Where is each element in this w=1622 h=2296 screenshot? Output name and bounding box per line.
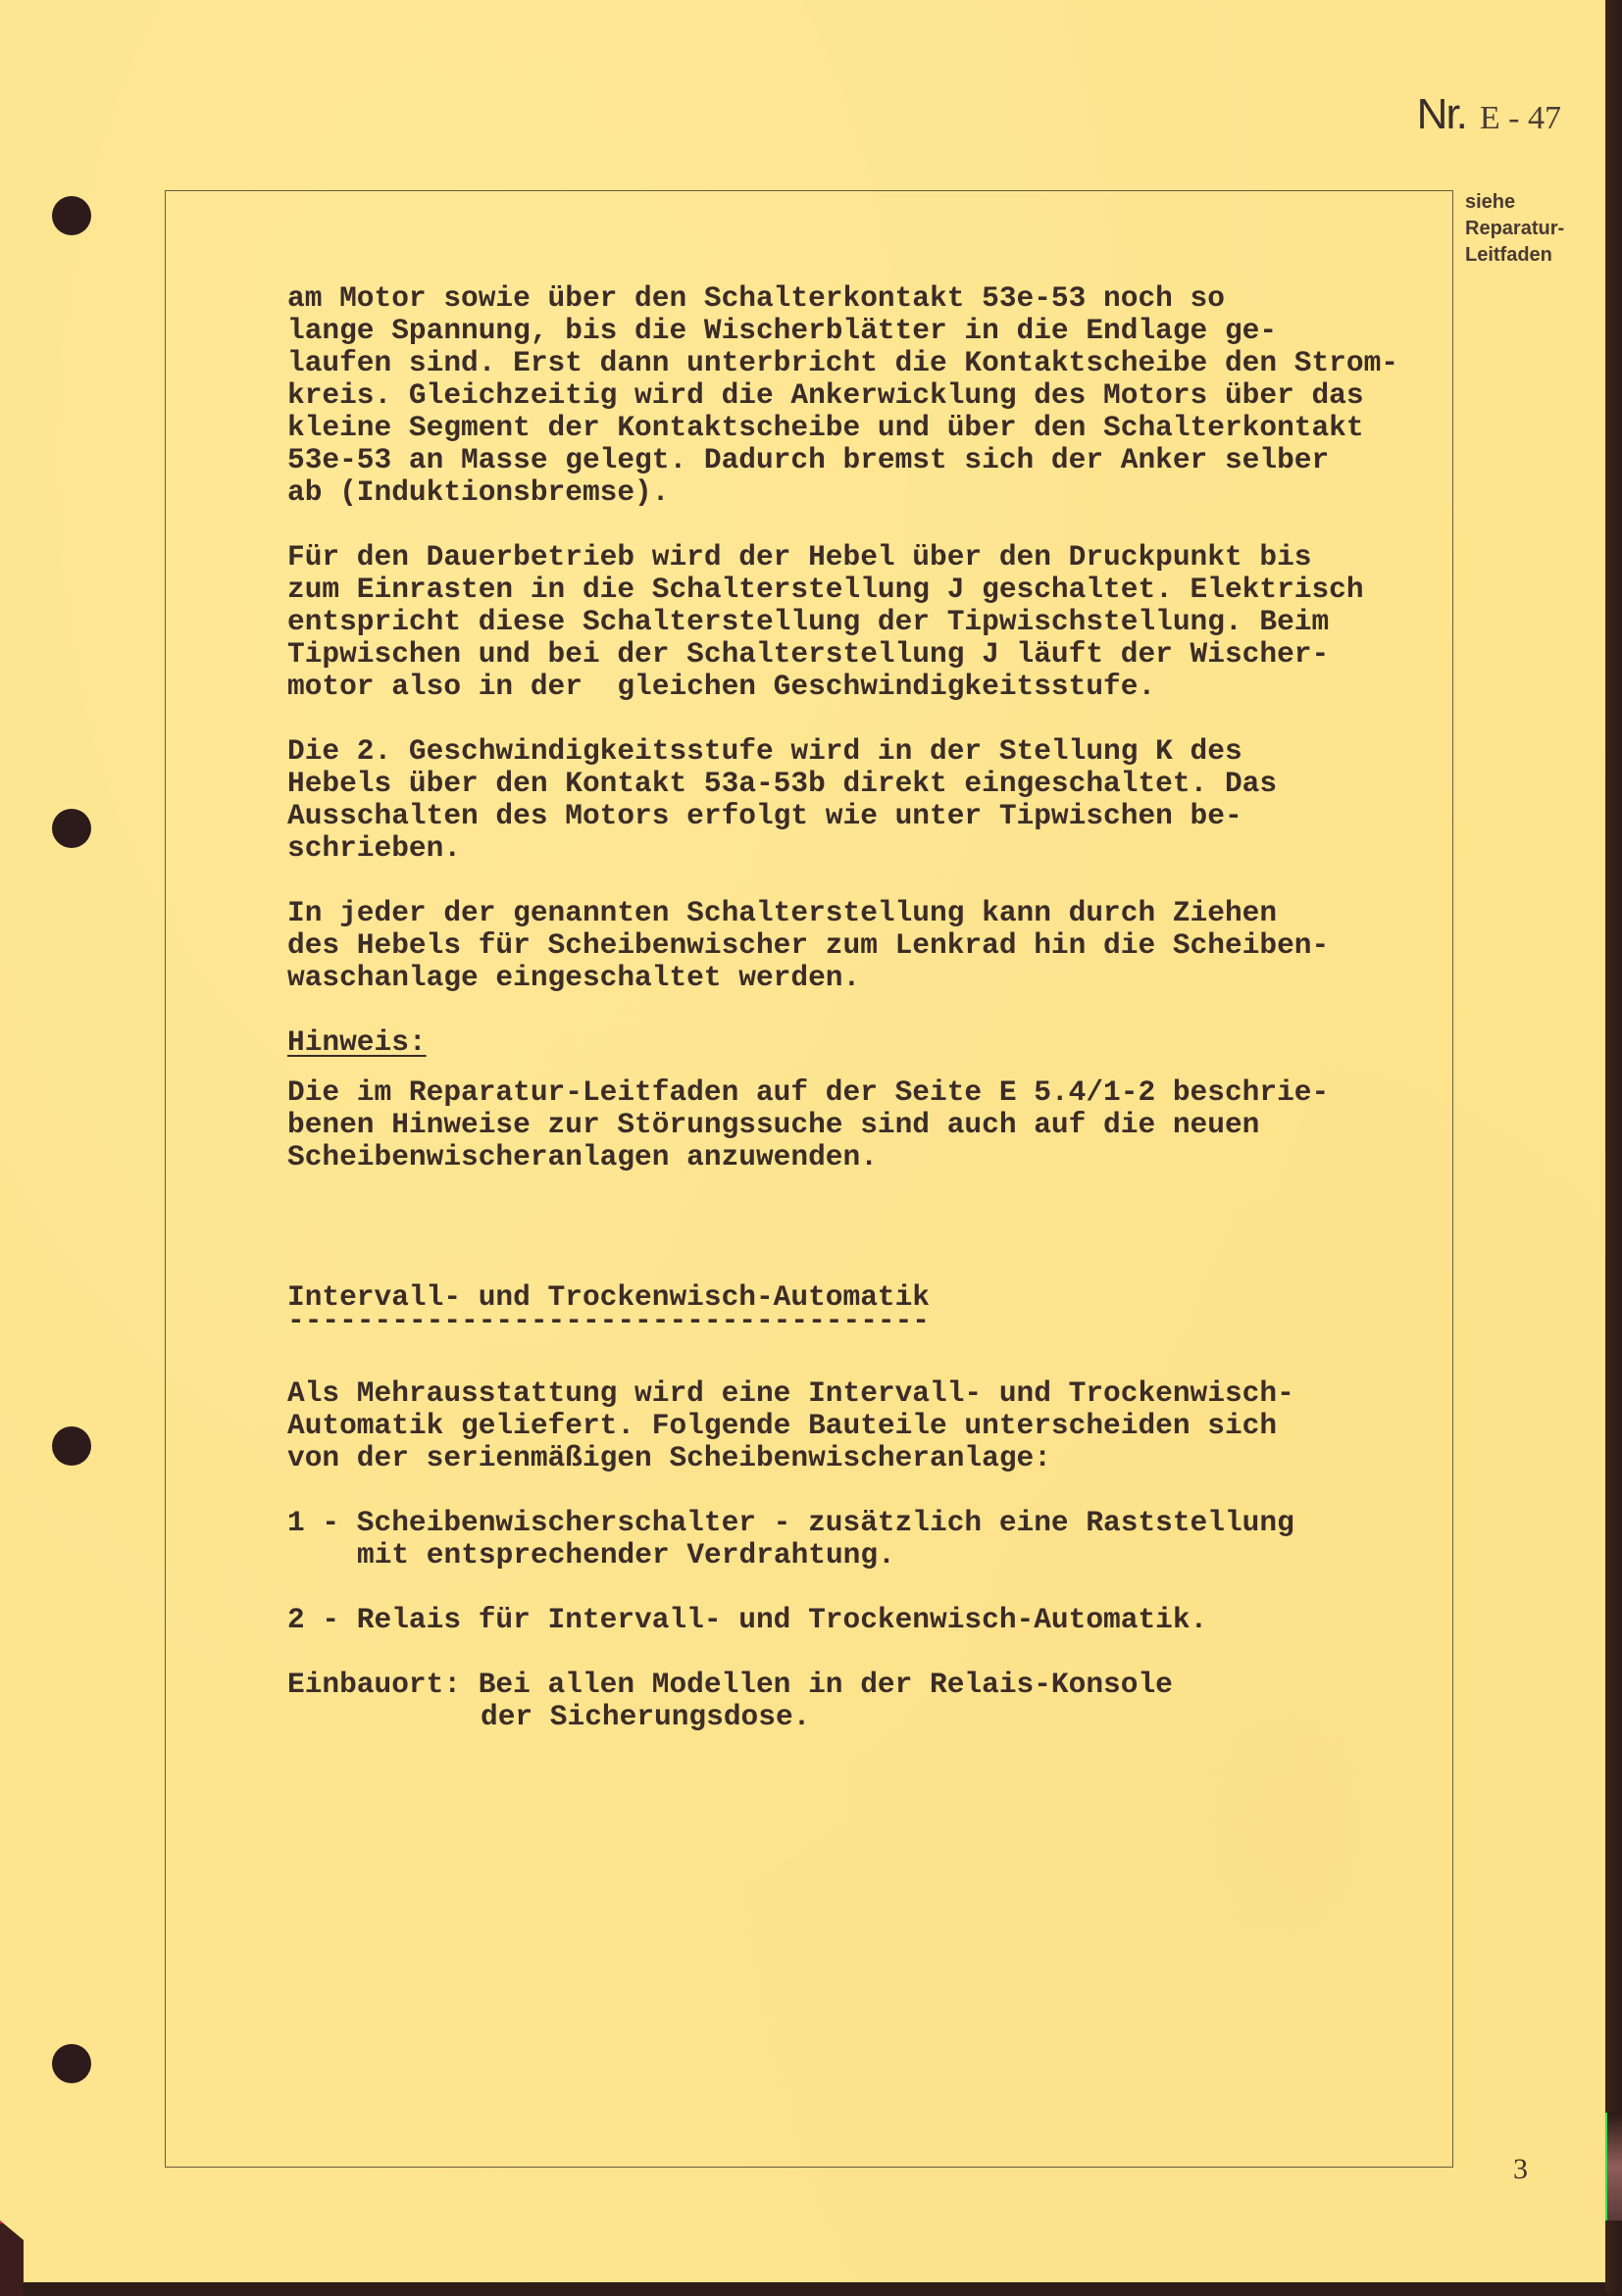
list-item-text: 2 - Relais für Intervall- und Trockenwisch-Automatik. <box>287 1603 1208 1636</box>
text-line: des Hebels für Scheibenwischer zum Lenkrad hin die Scheiben- <box>287 928 1330 962</box>
list-item <box>287 1507 1425 1572</box>
page-number: 3 <box>1513 2153 1528 2185</box>
text-line: Die im Reparatur-Leitfaden auf der Seite E 5.4/1-2 beschrie- <box>287 1075 1330 1109</box>
doc-number-label: Nr. <box>1416 90 1466 138</box>
list-item-text: mit entsprechender Verdrahtung. <box>357 1538 895 1572</box>
punch-hole <box>52 1426 91 1466</box>
punch-hole <box>52 2044 91 2083</box>
text-line: Automatik geliefert. Folgende Bauteile unterscheiden sich <box>287 1409 1278 1442</box>
text-line: Hebels über den Kontakt 53a-53b direkt eingeschaltet. Das <box>287 767 1278 800</box>
text-line: am Motor sowie über den Schalterkontakt 53e-53 noch so <box>287 281 1225 315</box>
paragraph-mehrausstattung <box>287 1377 1425 1474</box>
einbauort-text: Einbauort: Bei allen Modellen in der Relais-Konsole <box>287 1668 1173 1701</box>
section-title: Intervall- und Trockenwisch-Automatik <box>287 1280 931 1314</box>
paragraph-geschwindigkeitsstufe <box>287 735 1425 865</box>
punch-hole <box>52 196 91 235</box>
paragraph-waschanlage <box>287 897 1425 994</box>
text-line: lange Spannung, bis die Wischerblätter in die Endlage ge- <box>287 314 1278 347</box>
text-line: Die 2. Geschwindigkeitsstufe wird in der Stellung K des <box>287 734 1242 768</box>
section-title-underline: ------------------------------------- <box>287 1314 931 1333</box>
hinweis-heading: Hinweis: <box>287 1025 427 1059</box>
text-line: 53e-53 an Masse gelegt. Dadurch bremst sich der Anker selber <box>287 443 1330 476</box>
document-number <box>1417 90 1561 139</box>
side-note-line: Reparatur- <box>1465 218 1565 239</box>
einbauort-text: der Sicherungsdose. <box>481 1700 811 1733</box>
text-line: kreis. Gleichzeitig wird die Ankerwicklung des Motors über das <box>287 378 1364 412</box>
scan-edge-glare <box>1605 2113 1622 2221</box>
paragraph-tipwischen-end <box>287 282 1425 509</box>
text-line: Scheibenwischeranlagen anzuwenden. <box>287 1140 878 1173</box>
text-line: laufen sind. Erst dann unterbricht die Kontaktscheibe den Strom- <box>287 346 1398 379</box>
side-note-line: Leitfaden <box>1465 244 1552 266</box>
side-note-line: siehe <box>1465 191 1516 213</box>
list-item <box>287 1604 1425 1636</box>
text-line: zum Einrasten in die Schalterstellung J geschaltet. Elektrisch <box>287 573 1364 606</box>
scan-edge <box>1605 0 1622 2293</box>
text-line: ab (Induktionsbremse). <box>287 475 670 509</box>
body-text <box>287 282 1425 1766</box>
text-line: benen Hinweise zur Störungssuche sind auch auf die neuen <box>287 1108 1260 1141</box>
einbauort-note <box>287 1669 1425 1733</box>
text-line: entspricht diese Schalterstellung der Tipwischstellung. Beim <box>287 605 1330 638</box>
text-line: von der serienmäßigen Scheibenwischeranlage: <box>287 1441 1051 1474</box>
text-line: Tipwischen und bei der Schalterstellung J läuft der Wischer- <box>287 637 1330 671</box>
punch-hole <box>52 809 91 848</box>
scan-corner-shadow <box>0 2221 24 2296</box>
text-line: waschanlage eingeschaltet werden. <box>287 961 861 994</box>
text-line: motor also in der gleichen Geschwindigkeitsstufe. <box>287 670 1156 703</box>
text-line: schrieben. <box>287 831 462 865</box>
side-note-reference <box>1465 189 1564 269</box>
text-line: kleine Segment der Kontaktscheibe und über den Schalterkontakt <box>287 411 1364 444</box>
list-item-text: 1 - Scheibenwischerschalter - zusätzlich eine Raststellung <box>287 1506 1294 1539</box>
text-line: Ausschalten des Motors erfolgt wie unter Tipwischen be- <box>287 799 1242 832</box>
paragraph-dauerbetrieb <box>287 541 1425 703</box>
doc-number-code: E - 47 <box>1479 100 1561 136</box>
text-line: Für den Dauerbetrieb wird der Hebel über den Druckpunkt bis <box>287 540 1312 574</box>
text-line: Als Mehrausstattung wird eine Intervall- und Trockenwisch- <box>287 1376 1294 1410</box>
text-line: In jeder der genannten Schalterstellung kann durch Ziehen <box>287 896 1278 929</box>
paragraph-hinweis <box>287 1076 1425 1173</box>
